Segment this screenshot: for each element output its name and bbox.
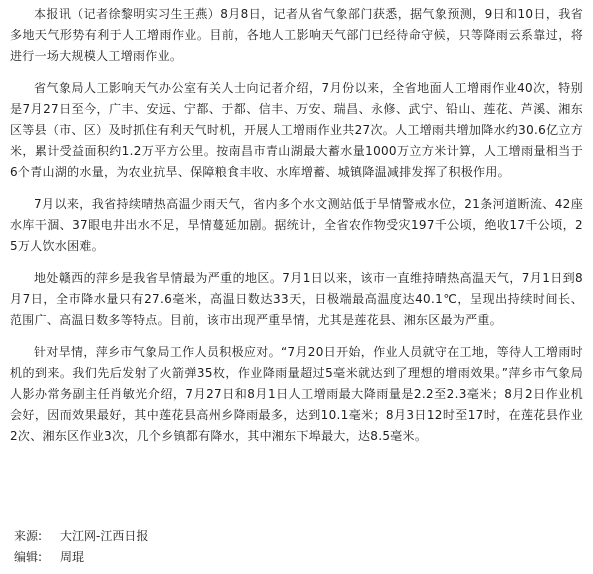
editor-line bbox=[14, 547, 148, 568]
source-line bbox=[14, 526, 148, 547]
source-label: 来源: bbox=[14, 529, 43, 543]
article-paragraph-4: 地处赣西的萍乡是我省旱情最为严重的地区。7月1日以来，该市一直维持晴热高温天气，7月1日到8月7日，全市降水量只有27.6毫米，高温日数达33天，日极端最高温度达40.1℃，呈现出持续时间长、范围广、高温日数多等特点。目前，该市出现严重旱情，尤其是莲花县、湘东区最为严重。 bbox=[10, 271, 583, 327]
source-value: 大江网-江西日报 bbox=[60, 529, 149, 543]
editor-value: 周琨 bbox=[60, 550, 85, 564]
article-meta bbox=[14, 526, 148, 568]
article-paragraph-1: 本报讯（记者徐黎明实习生王燕）8月8日，记者从省气象部门获悉，据气象预测，9日和10日，我省多地天气形势有利于人工增雨作业。目前，各地人工影响天气部门已经待命守候，只等降雨云系靠过，将进行一场大规模人工增雨作业。 bbox=[10, 7, 583, 63]
article-paragraph-2: 省气象局人工影响天气办公室有关人士向记者介绍，7月份以来，全省地面人工增雨作业40次，特别是7月27日至今，广丰、安远、宁都、于都、信丰、万安、瑞昌、永修、武宁、铅山、莲花、芦溪、湘东区等县（市、区）及时抓住有利天气时机，开展人工增雨作业共27次。人工增雨共增加降水约30.6亿立方米，累计受益面积约1.2万平方公里。按南昌市青山湖最大蓄水量1000万立方米计算，人工增雨量相当于6个青山湖的水量，为农业抗旱、保障粮食丰收、水库增蓄、城镇降温减排发挥了积极作用。 bbox=[10, 81, 583, 179]
article-paragraph-5: 针对旱情，萍乡市气象局工作人员积极应对。“7月20日开始，作业人员就守在工地，等待人工增雨时机的到来。我们先后发射了火箭弹35枚，作业降雨量超过5毫米就达到了理想的增雨效果。”萍乡市气象局人影办常务副主任肖敏光介绍，7月27日和8月1日人工增雨最大降雨量是2.2至2.3毫米；8月2日作业机会好，因而效果最好，其中莲花县高州乡降雨最多，达到10.1毫米；8月3日12时至17时，在莲花县作业2次、湘东区作业3次，几个乡镇都有降水，其中湘东下埠最大，达8.5毫米。 bbox=[10, 345, 583, 443]
editor-label: 编辑: bbox=[14, 550, 43, 564]
article-paragraph-3: 7月以来，我省持续晴热高温少雨天气，省内多个水文测站低于旱情警戒水位，21条河道断流、42座水库干涸、37眼电井出水不足，旱情蔓延加剧。据统计，全省农作物受灾197千公顷，绝收17千公顷，25万人饮水困难。 bbox=[10, 197, 583, 253]
